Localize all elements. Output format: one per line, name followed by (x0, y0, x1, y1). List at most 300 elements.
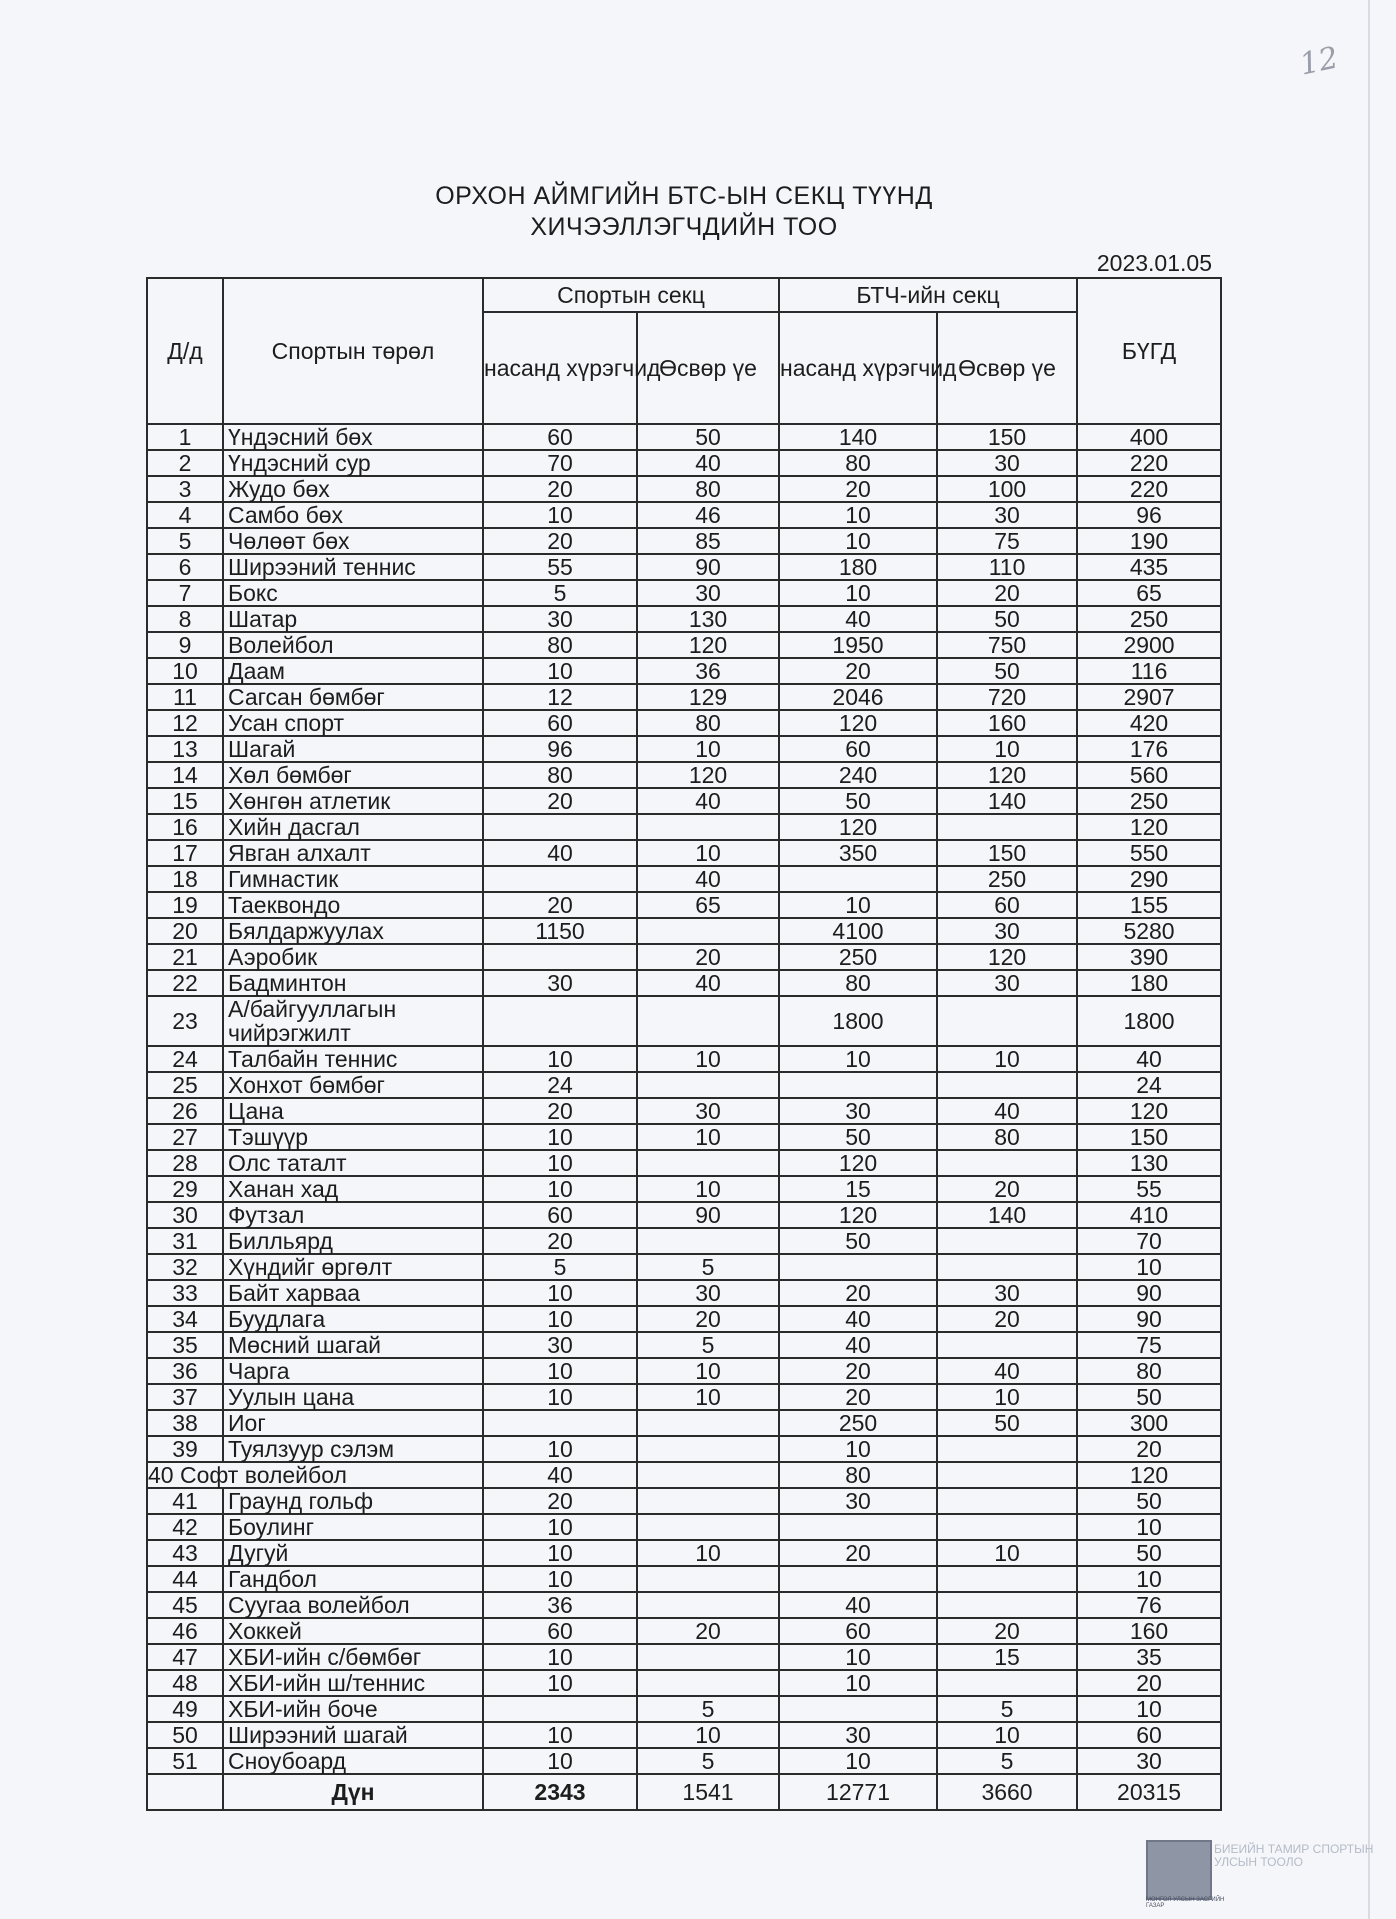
row-number: 5 (147, 528, 223, 554)
row-total: 116 (1077, 658, 1221, 684)
row-total: 10 (1077, 1254, 1221, 1280)
row-number: 30 (147, 1202, 223, 1228)
total-btch-adult: 12771 (779, 1774, 937, 1810)
table-row (147, 1098, 1221, 1124)
btch-adult-count (779, 866, 937, 892)
government-logo (1146, 1840, 1212, 1900)
sport-name: Суугаа волейбол (223, 1592, 483, 1618)
sport-name: Буудлага (223, 1306, 483, 1332)
row-total: 2907 (1077, 684, 1221, 710)
sport-youth-count: 130 (637, 606, 779, 632)
sport-youth-count: 5 (637, 1696, 779, 1722)
row-total: 300 (1077, 1410, 1221, 1436)
row-number: 4 (147, 502, 223, 528)
row-number: 31 (147, 1228, 223, 1254)
table-row (147, 1202, 1221, 1228)
sport-adult-count: 40 (483, 1462, 637, 1488)
sport-name: Аэробик (223, 944, 483, 970)
row-number: 37 (147, 1384, 223, 1410)
btch-adult-count: 4100 (779, 918, 937, 944)
sport-name: Билльярд (223, 1228, 483, 1254)
btch-youth-count (937, 1332, 1077, 1358)
sport-name: Цана (223, 1098, 483, 1124)
table-row (147, 1722, 1221, 1748)
table-row (147, 1436, 1221, 1462)
btch-youth-count: 50 (937, 606, 1077, 632)
total-sport-youth: 1541 (637, 1774, 779, 1810)
table-row (147, 892, 1221, 918)
row-number: 8 (147, 606, 223, 632)
sport-name: Чөлөөт бөх (223, 528, 483, 554)
btch-youth-count: 110 (937, 554, 1077, 580)
table-row (147, 1696, 1221, 1722)
sport-youth-count: 80 (637, 710, 779, 736)
sport-youth-count (637, 1514, 779, 1540)
row-number: 23 (147, 996, 223, 1046)
table-row (147, 1072, 1221, 1098)
sport-youth-count: 5 (637, 1748, 779, 1774)
sport-name: Ширээний теннис (223, 554, 483, 580)
btch-youth-count: 140 (937, 1202, 1077, 1228)
btch-youth-count: 150 (937, 840, 1077, 866)
row-total: 130 (1077, 1150, 1221, 1176)
sport-youth-count: 46 (637, 502, 779, 528)
table-row (147, 970, 1221, 996)
sport-adult-count: 24 (483, 1072, 637, 1098)
btch-youth-count: 720 (937, 684, 1077, 710)
table-row (147, 528, 1221, 554)
total-empty-cell (147, 1774, 223, 1810)
table-row (147, 1488, 1221, 1514)
sport-adult-count: 96 (483, 736, 637, 762)
sport-adult-count: 12 (483, 684, 637, 710)
btch-youth-count: 20 (937, 1176, 1077, 1202)
sport-name: Иог (223, 1410, 483, 1436)
sport-adult-count (483, 996, 637, 1046)
row-number: 1 (147, 424, 223, 450)
sport-name: Туялзуур сэлэм (223, 1436, 483, 1462)
btch-youth-count (937, 814, 1077, 840)
sport-name: Софт волейбол (179, 1462, 347, 1488)
sport-adult-count (483, 944, 637, 970)
btch-youth-count: 50 (937, 658, 1077, 684)
sport-adult-count: 80 (483, 762, 637, 788)
btch-youth-count (937, 1592, 1077, 1618)
table-row (147, 554, 1221, 580)
sport-youth-count: 40 (637, 866, 779, 892)
table-row (147, 1176, 1221, 1202)
header-adult-2: насанд хүрэгчид (779, 312, 937, 424)
btch-adult-count: 50 (779, 1124, 937, 1150)
btch-youth-count: 120 (937, 944, 1077, 970)
btch-adult-count: 20 (779, 658, 937, 684)
row-number: 49 (147, 1696, 223, 1722)
btch-adult-count: 10 (779, 580, 937, 606)
row-total: 10 (1077, 1514, 1221, 1540)
sport-name: Байт харваа (223, 1280, 483, 1306)
row-total: 250 (1077, 606, 1221, 632)
stamp-text: БИЕИЙН ТАМИР СПОРТЫН УЛСЫН ТООЛО (1214, 1842, 1374, 1869)
sport-youth-count (637, 1670, 779, 1696)
row-number: 40 (148, 1462, 174, 1488)
row-number: 33 (147, 1280, 223, 1306)
sport-name: Мөсний шагай (223, 1332, 483, 1358)
sport-youth-count (637, 1072, 779, 1098)
btch-adult-count: 250 (779, 1410, 937, 1436)
row-total: 220 (1077, 450, 1221, 476)
btch-adult-count (779, 1254, 937, 1280)
btch-youth-count (937, 1670, 1077, 1696)
row-number: 35 (147, 1332, 223, 1358)
row-total: 120 (1077, 1462, 1221, 1488)
sport-youth-count: 5 (637, 1332, 779, 1358)
btch-adult-count: 120 (779, 1202, 937, 1228)
btch-adult-count (779, 1072, 937, 1098)
row-total: 40 (1077, 1046, 1221, 1072)
sport-name: ХБИ-ийн с/бөмбөг (223, 1644, 483, 1670)
btch-adult-count: 20 (779, 1280, 937, 1306)
sport-name: Талбайн теннис (223, 1046, 483, 1072)
row-total: 10 (1077, 1696, 1221, 1722)
sport-adult-count: 10 (483, 1280, 637, 1306)
row-number: 38 (147, 1410, 223, 1436)
sport-youth-count: 10 (637, 1124, 779, 1150)
btch-youth-count (937, 1254, 1077, 1280)
sport-name: Шатар (223, 606, 483, 632)
row-number: 18 (147, 866, 223, 892)
row-total: 560 (1077, 762, 1221, 788)
sport-adult-count: 10 (483, 1722, 637, 1748)
stamp-caption: МОНГОЛ УЛСЫН ЗАСГИЙН ГАЗАР (1146, 1897, 1225, 1909)
sport-adult-count: 10 (483, 1124, 637, 1150)
sport-name: Ширээний шагай (223, 1722, 483, 1748)
row-total: 190 (1077, 528, 1221, 554)
sport-name: Шагай (223, 736, 483, 762)
table-row (147, 502, 1221, 528)
table-row (147, 424, 1221, 450)
row-total: 20 (1077, 1670, 1221, 1696)
btch-adult-count: 10 (779, 1046, 937, 1072)
sport-youth-count: 30 (637, 1098, 779, 1124)
sport-adult-count: 10 (483, 502, 637, 528)
table-row (147, 736, 1221, 762)
row-number: 14 (147, 762, 223, 788)
row-total: 176 (1077, 736, 1221, 762)
row-number: 34 (147, 1306, 223, 1332)
sport-youth-count: 90 (637, 1202, 779, 1228)
sport-name: Усан спорт (223, 710, 483, 736)
btch-adult-count: 120 (779, 814, 937, 840)
table-row (147, 580, 1221, 606)
sport-youth-count: 10 (637, 1176, 779, 1202)
sport-adult-count: 20 (483, 788, 637, 814)
btch-adult-count: 60 (779, 736, 937, 762)
header-sport-section: Спортын секц (483, 278, 779, 312)
header-total: БҮГД (1077, 278, 1221, 424)
table-row (147, 788, 1221, 814)
sport-adult-count: 30 (483, 1332, 637, 1358)
btch-youth-count (937, 1566, 1077, 1592)
sport-youth-count: 10 (637, 1358, 779, 1384)
btch-youth-count: 10 (937, 1540, 1077, 1566)
sport-adult-count: 20 (483, 1488, 637, 1514)
btch-youth-count: 250 (937, 866, 1077, 892)
sport-youth-count: 30 (637, 1280, 779, 1306)
btch-youth-count (937, 1462, 1077, 1488)
sport-youth-count: 40 (637, 788, 779, 814)
row-number: 20 (147, 918, 223, 944)
btch-youth-count: 120 (937, 762, 1077, 788)
sport-adult-count: 5 (483, 1254, 637, 1280)
btch-youth-count: 20 (937, 1306, 1077, 1332)
sport-name: Волейбол (223, 632, 483, 658)
sport-adult-count (483, 1696, 637, 1722)
row-number: 48 (147, 1670, 223, 1696)
btch-adult-count: 30 (779, 1722, 937, 1748)
sport-adult-count: 20 (483, 476, 637, 502)
sport-youth-count: 129 (637, 684, 779, 710)
btch-adult-count: 20 (779, 1540, 937, 1566)
sport-name: Жудо бөх (223, 476, 483, 502)
row-total: 410 (1077, 1202, 1221, 1228)
sport-youth-count (637, 1410, 779, 1436)
btch-adult-count (779, 1514, 937, 1540)
sport-adult-count: 10 (483, 1748, 637, 1774)
row-number: 26 (147, 1098, 223, 1124)
btch-adult-count: 10 (779, 502, 937, 528)
btch-adult-count: 10 (779, 528, 937, 554)
btch-adult-count: 350 (779, 840, 937, 866)
sport-adult-count: 60 (483, 1618, 637, 1644)
table-row (147, 1670, 1221, 1696)
row-total: 55 (1077, 1176, 1221, 1202)
total-sport-adult: 2343 (483, 1774, 637, 1810)
btch-adult-count: 140 (779, 424, 937, 450)
btch-youth-count (937, 1436, 1077, 1462)
sport-youth-count: 30 (637, 580, 779, 606)
row-total: 400 (1077, 424, 1221, 450)
btch-adult-count: 2046 (779, 684, 937, 710)
row-number: 27 (147, 1124, 223, 1150)
participants-table (146, 277, 1222, 1811)
table-row (147, 1254, 1221, 1280)
sport-name: Бялдаржуулах (223, 918, 483, 944)
header-adult-1: насанд хүрэгчид (483, 312, 637, 424)
row-number: 9 (147, 632, 223, 658)
sport-adult-count: 40 (483, 840, 637, 866)
row-number: 24 (147, 1046, 223, 1072)
sport-youth-count (637, 814, 779, 840)
row-total: 90 (1077, 1306, 1221, 1332)
sport-name: Боулинг (223, 1514, 483, 1540)
sport-name: Бокс (223, 580, 483, 606)
btch-adult-count: 60 (779, 1618, 937, 1644)
sport-adult-count: 36 (483, 1592, 637, 1618)
row-number: 39 (147, 1436, 223, 1462)
btch-adult-count: 10 (779, 1436, 937, 1462)
row-number: 22 (147, 970, 223, 996)
table-row (147, 762, 1221, 788)
sport-adult-count: 10 (483, 1150, 637, 1176)
row-number: 44 (147, 1566, 223, 1592)
sport-youth-count (637, 1436, 779, 1462)
table-row (147, 606, 1221, 632)
table-row (147, 1540, 1221, 1566)
table-row (147, 814, 1221, 840)
btch-youth-count: 5 (937, 1696, 1077, 1722)
header-btch-section: БТЧ-ийн секц (779, 278, 1077, 312)
btch-adult-count: 50 (779, 1228, 937, 1254)
sport-adult-count: 60 (483, 1202, 637, 1228)
sport-youth-count: 120 (637, 632, 779, 658)
table-row (147, 1462, 1221, 1488)
row-number: 2 (147, 450, 223, 476)
sport-adult-count: 10 (483, 1358, 637, 1384)
sport-name: Үндэсний сур (223, 450, 483, 476)
btch-youth-count: 10 (937, 1722, 1077, 1748)
table-row (147, 684, 1221, 710)
sport-youth-count: 20 (637, 1306, 779, 1332)
btch-youth-count: 140 (937, 788, 1077, 814)
sport-adult-count: 10 (483, 1670, 637, 1696)
sport-adult-count: 10 (483, 1384, 637, 1410)
btch-youth-count: 30 (937, 1280, 1077, 1306)
sport-youth-count (637, 1592, 779, 1618)
row-number: 50 (147, 1722, 223, 1748)
sport-name: Гимнастик (223, 866, 483, 892)
row-number: 47 (147, 1644, 223, 1670)
sport-youth-count: 65 (637, 892, 779, 918)
row-total: 435 (1077, 554, 1221, 580)
table-row (147, 1592, 1221, 1618)
sport-adult-count: 70 (483, 450, 637, 476)
sport-adult-count (483, 1410, 637, 1436)
table-row (147, 1618, 1221, 1644)
sport-youth-count: 120 (637, 762, 779, 788)
sport-name: Уулын цана (223, 1384, 483, 1410)
btch-youth-count: 10 (937, 1046, 1077, 1072)
sport-youth-count (637, 1150, 779, 1176)
table-row (147, 1514, 1221, 1540)
table-row (147, 1150, 1221, 1176)
btch-adult-count: 240 (779, 762, 937, 788)
table-row (147, 476, 1221, 502)
btch-adult-count: 120 (779, 710, 937, 736)
row-number: 21 (147, 944, 223, 970)
btch-adult-count: 10 (779, 1670, 937, 1696)
btch-youth-count: 30 (937, 502, 1077, 528)
row-number: 6 (147, 554, 223, 580)
sport-name: Хонхот бөмбөг (223, 1072, 483, 1098)
row-total: 2900 (1077, 632, 1221, 658)
btch-adult-count (779, 1566, 937, 1592)
sport-name: Хөл бөмбөг (223, 762, 483, 788)
table-body (147, 424, 1221, 1810)
table-row (147, 1748, 1221, 1774)
grand-total: 20315 (1077, 1774, 1221, 1810)
total-label: Дүн (223, 1774, 483, 1810)
header-sport: Спортын төрөл (223, 278, 483, 424)
row-total: 550 (1077, 840, 1221, 866)
btch-adult-count: 20 (779, 476, 937, 502)
btch-adult-count: 120 (779, 1150, 937, 1176)
btch-adult-count (779, 1696, 937, 1722)
sport-adult-count: 55 (483, 554, 637, 580)
table-row (147, 1332, 1221, 1358)
sport-youth-count: 40 (637, 450, 779, 476)
btch-youth-count: 60 (937, 892, 1077, 918)
sport-name: Гандбол (223, 1566, 483, 1592)
btch-youth-count: 30 (937, 970, 1077, 996)
btch-adult-count: 10 (779, 892, 937, 918)
btch-adult-count: 30 (779, 1488, 937, 1514)
btch-adult-count: 15 (779, 1176, 937, 1202)
table-row (147, 1566, 1221, 1592)
sport-name: Таеквондо (223, 892, 483, 918)
header-youth-1: Өсвөр үе (637, 312, 779, 424)
btch-adult-count: 1800 (779, 996, 937, 1046)
btch-adult-count: 80 (779, 450, 937, 476)
row-number: 32 (147, 1254, 223, 1280)
row-total: 10 (1077, 1566, 1221, 1592)
btch-youth-count: 75 (937, 528, 1077, 554)
row-number: 46 (147, 1618, 223, 1644)
row-number: 51 (147, 1748, 223, 1774)
btch-adult-count: 20 (779, 1358, 937, 1384)
btch-youth-count: 80 (937, 1124, 1077, 1150)
btch-youth-count (937, 1488, 1077, 1514)
table-row (147, 1384, 1221, 1410)
document-title-line2: ХИЧЭЭЛЛЭГЧДИЙН ТОО (530, 213, 838, 241)
sport-youth-count (637, 918, 779, 944)
header-num: Д/д (147, 278, 223, 424)
table-row (147, 1124, 1221, 1150)
row-total: 50 (1077, 1384, 1221, 1410)
btch-adult-count: 20 (779, 1384, 937, 1410)
row-total: 1800 (1077, 996, 1221, 1046)
row-total: 24 (1077, 1072, 1221, 1098)
sport-name: Хөнгөн атлетик (223, 788, 483, 814)
row-total: 70 (1077, 1228, 1221, 1254)
btch-youth-count: 150 (937, 424, 1077, 450)
btch-youth-count: 30 (937, 918, 1077, 944)
sport-name: Хүндийг өргөлт (223, 1254, 483, 1280)
sport-adult-count: 20 (483, 892, 637, 918)
row-number: 42 (147, 1514, 223, 1540)
row-total: 65 (1077, 580, 1221, 606)
row-total: 5280 (1077, 918, 1221, 944)
sport-name: Хийн дасгал (223, 814, 483, 840)
row-total: 96 (1077, 502, 1221, 528)
row-total: 35 (1077, 1644, 1221, 1670)
sport-name: Даам (223, 658, 483, 684)
btch-adult-count: 30 (779, 1098, 937, 1124)
row-number: 3 (147, 476, 223, 502)
row-total: 180 (1077, 970, 1221, 996)
sport-name: А/байгууллагын чийрэгжилт (223, 996, 483, 1046)
sport-adult-count: 1150 (483, 918, 637, 944)
sport-youth-count: 10 (637, 840, 779, 866)
document-date: 2023.01.05 (1096, 250, 1212, 276)
row-number: 12 (147, 710, 223, 736)
row-number: 17 (147, 840, 223, 866)
sport-adult-count (483, 866, 637, 892)
btch-youth-count (937, 1228, 1077, 1254)
row-number: 29 (147, 1176, 223, 1202)
row-total: 60 (1077, 1722, 1221, 1748)
sport-youth-count (637, 996, 779, 1046)
row-number: 10 (147, 658, 223, 684)
